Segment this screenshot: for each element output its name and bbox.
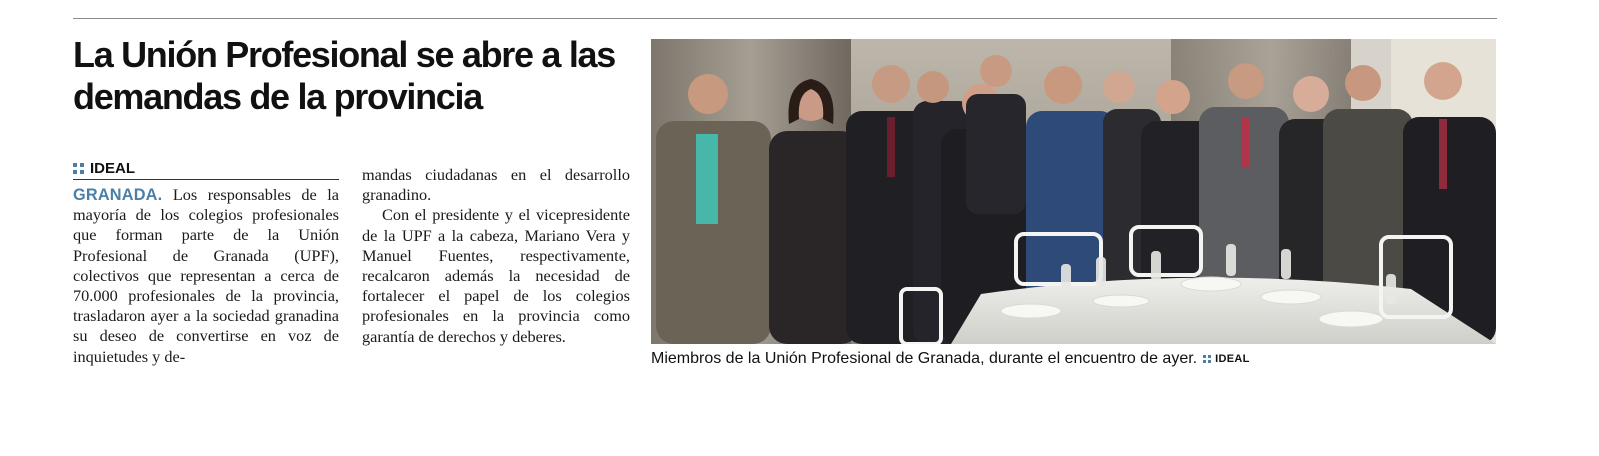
- credit-dots-icon: [1203, 355, 1211, 363]
- top-rule: [73, 18, 1497, 19]
- headline: La Unión Profesional se abre a las demandas de la provincia: [73, 34, 615, 117]
- column1-text: Los responsables de la mayoría de los colegios profesionales que forman parte de la Unión Profesional de Granada (UPF), colectivos que representan a cerca de 70.000 profesionales de la provincia, trasladaron ayer a la sociedad granadina su deseo de convertirse en voz de inquietudes y de-: [73, 185, 339, 366]
- dateline: GRANADA.: [73, 186, 163, 204]
- photo-caption-row: [651, 349, 1496, 369]
- article-paragraph-continued: mandas ciudadanas en el desarrollo granadino.: [362, 165, 630, 205]
- photo-credit: [1203, 349, 1250, 369]
- photo-credit-label: IDEAL: [1215, 353, 1250, 365]
- group-photo: [651, 39, 1496, 344]
- byline: [73, 160, 339, 180]
- article-column-2: [362, 165, 630, 347]
- source-dots-icon: [73, 163, 84, 174]
- group-photo-image: [651, 39, 1496, 344]
- article-paragraph-1: [73, 185, 339, 367]
- photo-caption: Miembros de la Unión Profesional de Granada, durante el encuentro de ayer.: [651, 350, 1198, 367]
- article-paragraph-2: Con el presidente y el vicepresidente de la UPF a la cabeza, Mariano Vera y Manuel Fuentes, respectivamente, recalcaron además la necesidad de fortalecer el papel de los colegios profesionales en la provincia como garantía de derechos y deberes.: [362, 205, 630, 346]
- article-column-1: [73, 185, 339, 367]
- byline-source: IDEAL: [90, 160, 135, 177]
